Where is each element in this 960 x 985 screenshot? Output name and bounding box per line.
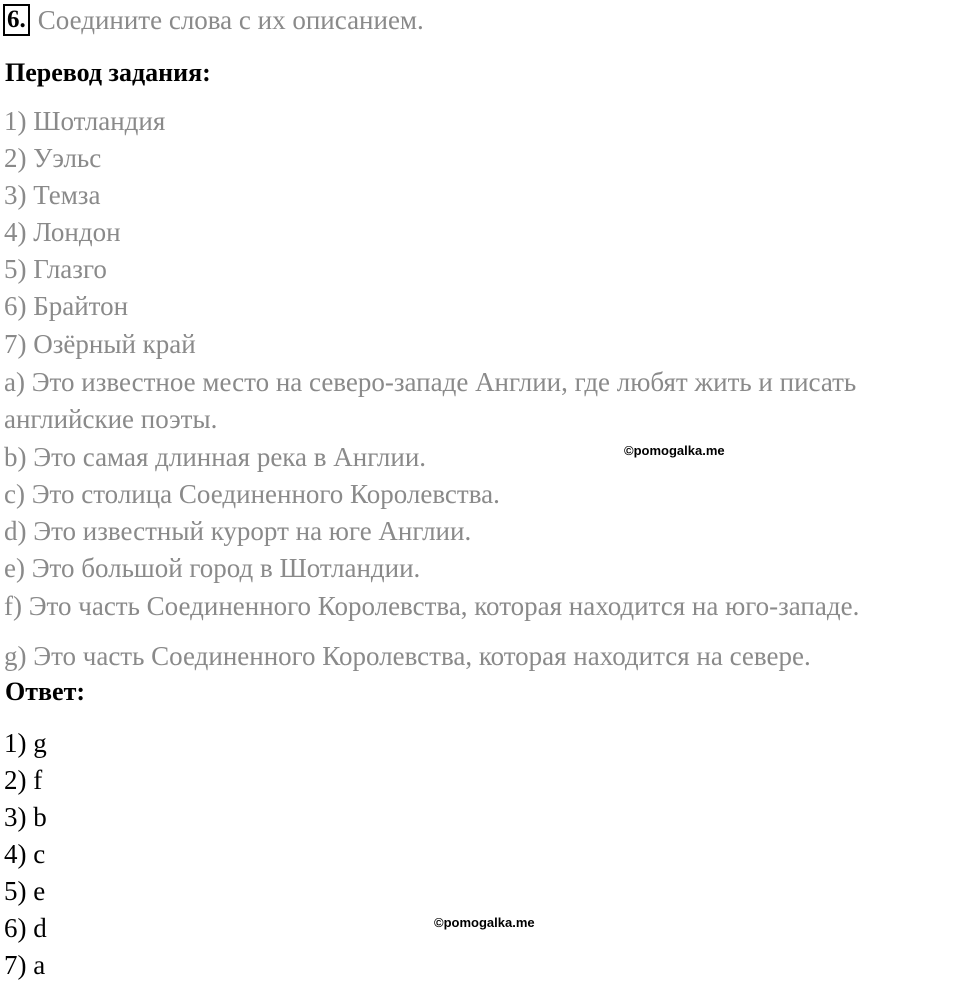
description-item: b) Это самая длинная река в Англии. — [4, 442, 427, 472]
word-item: 2) Уэльс — [4, 143, 102, 173]
word-item: 3) Темза — [4, 180, 101, 210]
answer-heading: Ответ: — [5, 677, 86, 706]
description-item: c) Это столица Соединенного Королевства. — [4, 479, 500, 509]
description-item: e) Это большой город в Шотландии. — [4, 553, 421, 583]
word-item: 5) Глазго — [4, 254, 107, 284]
word-item: 6) Брайтон — [4, 291, 129, 321]
watermark: ©pomogalka.me — [624, 443, 725, 458]
word-item: 4) Лондон — [4, 217, 121, 247]
description-item: f) Это часть Соединенного Королевства, которая находится на юго-западе. — [4, 591, 860, 621]
answer-item: 5) e — [4, 876, 46, 906]
description-item: d) Это известный курорт на юге Англии. — [4, 516, 472, 546]
task-number: 6. — [3, 4, 30, 36]
answer-item: 7) a — [4, 950, 46, 980]
answer-item: 6) d — [4, 913, 47, 943]
task-header — [3, 2, 424, 38]
answer-item: 2) f — [4, 765, 43, 795]
answer-item: 1) g — [4, 728, 47, 758]
word-item: 1) Шотландия — [4, 106, 166, 136]
description-item: a) Это известное место на северо-западе Англии, где любят жить и писать — [4, 367, 857, 397]
task-instruction: Соедините слова с их описанием. — [37, 4, 424, 35]
description-item-continuation: английские поэты. — [4, 404, 218, 434]
watermark: ©pomogalka.me — [434, 915, 535, 930]
word-item: 7) Озёрный край — [4, 329, 196, 359]
answer-item: 3) b — [4, 802, 47, 832]
description-item: g) Это часть Соединенного Королевства, которая находится на севере. — [4, 641, 811, 671]
translation-heading: Перевод задания: — [5, 58, 211, 87]
answer-item: 4) c — [4, 839, 46, 869]
